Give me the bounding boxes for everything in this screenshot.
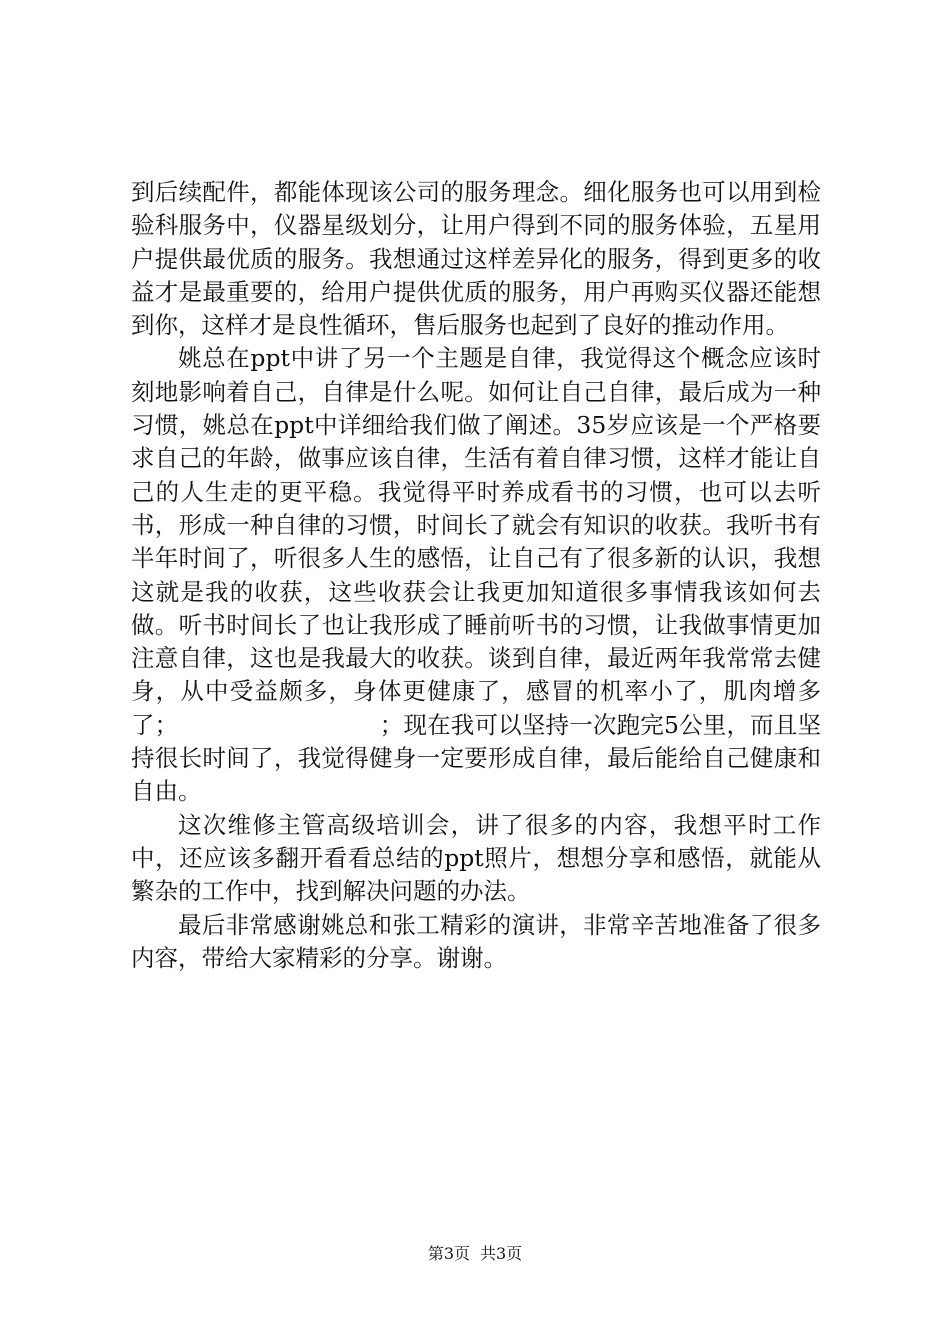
page-footer: [0, 1244, 950, 1264]
paragraph-1: 到后续配件，都能体现该公司的服务理念。细化服务也可以用到检验科服务中，仪器星级划分，让用户得到不同的服务体验，五星用户提供最优质的服务。我想通过这样差异化的服务，得到更多的收益才是最重要的，给用户提供优质的服务，用户再购买仪器还能想到你，这样才是良性循环，售后服务也起到了良好的推动作用。: [131, 178, 821, 340]
page-number: 第3页: [427, 1244, 470, 1263]
document-body: [131, 176, 821, 975]
paragraph-3: 这次维修主管高级培训会，讲了很多的内容，我想平时工作中，还应该多翻开看看总结的ppt照片，想想分享和感悟，就能从繁杂的工作中，找到解决问题的办法。: [131, 810, 821, 906]
paragraph-4: 最后非常感谢姚总和张工精彩的演讲，非常辛苦地准备了很多内容，带给大家精彩的分享。谢谢。: [131, 910, 821, 972]
paragraph-2: 姚总在ppt中讲了另一个主题是自律，我觉得这个概念应该时刻地影响着自己，自律是什么呢。如何让自己自律，最后成为一种习惯，姚总在ppt中详细给我们做了阐述。35岁应该是一个严格要求自己的年龄，做事应该自律，生活有着自律习惯，这样才能让自己的人生走的更平稳。我觉得平时养成看书的习惯，也可以去听书，形成一种自律的习惯，时间长了就会有知识的收获。我听书有半年时间了，听很多人生的感悟，让自己有了很多新的认识，我想这就是我的收获，这些收获会让我更加知道很多事情我该如何去做。听书时间长了也让我形成了睡前听书的习惯，让我做事情更加注意自律，这也是我最大的收获。谈到自律，最近两年我常常去健身，从中受益颇多，身体更健康了，感冒的机率小了，肌肉增多了； ；现在我可以坚持一次跑完5公里，而且坚持很长时间了，我觉得健身一定要形成自律，最后能给自己健康和自由。: [131, 344, 821, 806]
page-total: 共3页: [480, 1244, 523, 1263]
